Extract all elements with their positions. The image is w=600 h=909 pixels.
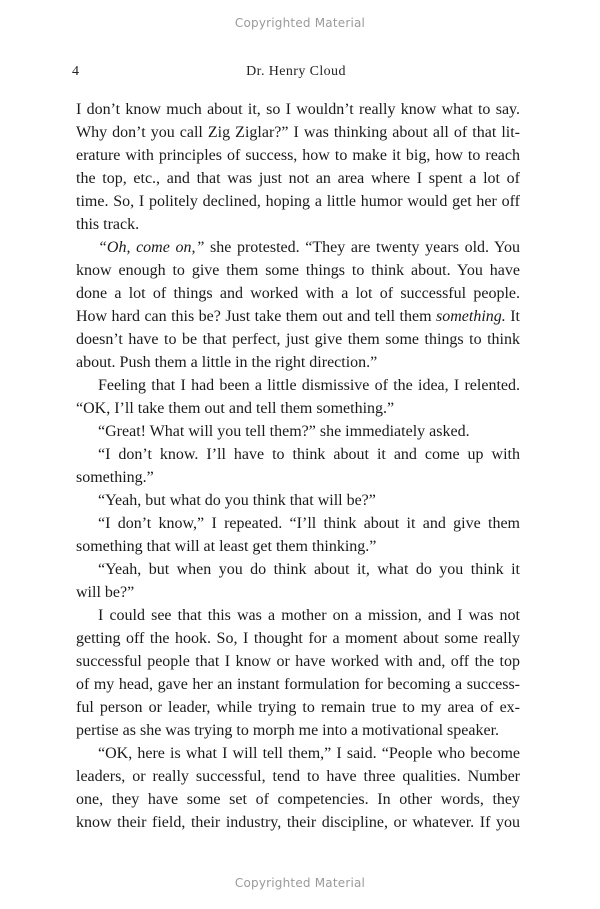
running-head-author: Dr. Henry Cloud (246, 64, 346, 79)
text-segment: know enough to give them some things to think about. You have (76, 262, 520, 279)
text-line (76, 811, 520, 834)
text-segment: Feeling that I had been a little dismissive of the idea, I relented. (98, 377, 520, 394)
text-line (76, 213, 520, 236)
copyright-watermark-bottom: Copyrighted Material (234, 876, 366, 890)
text-segment: I don’t know much about it, so I wouldn’t really know what to say. (76, 101, 520, 118)
text-segment: something.” (76, 469, 154, 486)
text-segment: done a lot of things and worked with a lot of successful people. (76, 285, 520, 302)
text-line (76, 328, 520, 351)
text-line (76, 167, 520, 190)
text-segment: of my head, gave her an instant formulation for becoming a success- (76, 676, 520, 693)
text-line (76, 466, 520, 489)
text-line (76, 190, 520, 213)
text-segment: “I don’t know,” I repeated. “I’ll think about it and give them (98, 515, 520, 532)
text-line (76, 420, 520, 443)
text-segment: one, they have some set of competencies. In other words, they (76, 791, 520, 808)
text-segment: Why don’t you call Zig Ziglar?” I was thinking about all of that lit- (76, 124, 520, 141)
text-line (76, 98, 520, 121)
text-segment: this track. (76, 216, 140, 233)
text-line (76, 351, 520, 374)
text-segment: “OK, here is what I will tell them,” I said. “People who become (98, 745, 520, 762)
text-line (76, 282, 520, 305)
text-line (76, 121, 520, 144)
text-line (76, 397, 520, 420)
text-segment: ful person or leader, while trying to remain true to my area of ex- (76, 699, 520, 716)
text-line (76, 512, 520, 535)
text-segment: she protested. “They are twenty years old. You (204, 239, 521, 256)
text-segment: successful people that I know or have worked with and, off the top (76, 653, 520, 670)
text-segment: about. Push them a little in the right direction.” (76, 354, 378, 371)
text-segment: something that will at least get them thinking.” (76, 538, 377, 555)
text-segment: “OK, I’ll take them out and tell them something.” (76, 400, 395, 417)
body-text (76, 98, 520, 834)
text-line (76, 604, 520, 627)
text-segment: getting off the hook. So, I thought for a moment about some really (76, 630, 520, 647)
text-segment: time. So, I politely declined, hoping a little humor would get her off (76, 193, 520, 210)
text-line (76, 696, 520, 719)
text-segment: It (505, 308, 521, 325)
italic-text: “Oh, come on,” (98, 239, 205, 256)
text-line (76, 765, 520, 788)
text-line (76, 489, 520, 512)
copyright-watermark-top: Copyrighted Material (234, 16, 366, 30)
text-line (76, 259, 520, 282)
text-line (76, 535, 520, 558)
text-line (76, 719, 520, 742)
text-segment: know their field, their industry, their discipline, or whatever. If you (76, 814, 520, 831)
text-segment: pertise as she was trying to morph me into a motivational speaker. (76, 722, 500, 739)
text-segment: “Yeah, but when you do think about it, what do you think it (98, 561, 520, 578)
running-head (72, 64, 520, 84)
text-line (76, 581, 520, 604)
text-line (76, 236, 520, 259)
text-line (76, 673, 520, 696)
text-segment: “I don’t know. I’ll have to think about it and come up with (98, 446, 520, 463)
text-line (76, 443, 520, 466)
text-line (76, 144, 520, 167)
text-segment: I could see that this was a mother on a mission, and I was not (98, 607, 520, 624)
text-segment: “Great! What will you tell them?” she immediately asked. (98, 423, 470, 440)
italic-text: something. (436, 308, 506, 325)
text-segment: “Yeah, but what do you think that will be?” (98, 492, 376, 509)
page-number: 4 (72, 64, 79, 79)
text-line (76, 788, 520, 811)
text-line (76, 305, 520, 328)
text-line (76, 650, 520, 673)
text-segment: erature with principles of success, how to make it big, how to reach (76, 147, 520, 164)
text-line (76, 558, 520, 581)
text-segment: doesn’t have to be that perfect, just give them some things to think (76, 331, 520, 348)
text-line (76, 742, 520, 765)
text-segment: leaders, or really successful, tend to have three qualities. Number (76, 768, 520, 785)
text-segment: the top, etc., and that was just not an area where I spent a lot of (76, 170, 520, 187)
text-line (76, 627, 520, 650)
text-segment: How hard can this be? Just take them out and tell them (76, 308, 436, 325)
text-line (76, 374, 520, 397)
text-segment: will be?” (76, 584, 135, 601)
